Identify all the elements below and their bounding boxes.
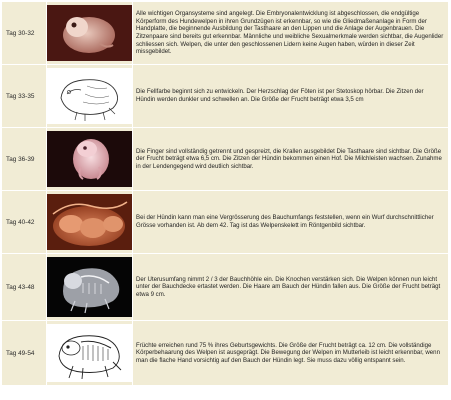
table-row xyxy=(2,128,448,190)
development-table xyxy=(1,1,449,386)
drawing-fetus xyxy=(47,68,132,124)
table-row xyxy=(2,65,448,127)
stage-description: Die Fellfarbe beginnt sich zu entwickeln. Der Herzschlag der Föten ist per Stetoskop hörbar. Die Zitzen der Hündin werden dunkler und schwellen an. Die Größe der Frucht beträgt etwa 3,5 cm xyxy=(133,65,448,127)
drawing-skeleton-cell xyxy=(47,321,132,385)
day-label: Tag 43-48 xyxy=(2,254,46,320)
stage-description: Bei der Hündin kann man eine Vergrösserung des Bauchumfangs feststellen, wenn ein Wurf durchschnittlicher Grösse vorhanden ist. Ab dem 42. Tag ist das Welpenskelett im Röntgenbild sichtbar. xyxy=(133,191,448,253)
photo-fetus xyxy=(47,131,132,187)
day-label: Tag 36-39 xyxy=(2,128,46,190)
stage-description: Alle wichtigen Organsysteme sind angelegt. Die Embryonalentwicklung ist abgeschlossen, die endgültige Körperform des Hundewelpen in ihren Grundzügen ist erkennbar, so wie die Gliedmaßenanlage in Form der Handplatte, die beginnende Ausbildung der Tasthaare an den Lippen und die Anlage der Augenbrauen. Die Zitzenpaare sind bereits gut erkennbar. Männliche und weibliche Sexualmerkmale werden sichtbar, die Augenlider schliessen sich. Welpen, die unter den geschlossenen Lidern keine Augen haben, würden in dieser Zeit missgebildet. xyxy=(133,2,448,64)
day-label: Tag 49-54 xyxy=(2,321,46,385)
photo-embryo-cell xyxy=(47,2,132,64)
photo-uterus xyxy=(47,194,132,250)
table-row xyxy=(2,321,448,385)
stage-description: Der Uterusumfang nimmt 2 / 3 der Bauchhöhle ein. Die Knochen verstärken sich. Die Welpen können nun leicht unter der Bauchdecke ertastet werden. Die Haare am Bauch der Hündin fallen aus. Die Größe der Frucht beträgt etwa 9 cm. xyxy=(133,254,448,320)
table-row xyxy=(2,254,448,320)
photo-embryo xyxy=(47,5,132,61)
drawing-skeleton xyxy=(47,324,132,382)
xray-fetus-cell xyxy=(47,254,132,320)
xray-fetus xyxy=(47,257,132,317)
day-label: Tag 40-42 xyxy=(2,191,46,253)
photo-fetus-cell xyxy=(47,128,132,190)
stage-description: Früchte erreichen rund 75 % ihres Geburtsgewichts. Die Größe der Frucht beträgt ca. 12 cm. Die vollständige Körperbehaarung des Welpen ist ausgeprägt. Die Bewegung der Welpen im Mutterleib ist leicht erkennbar, wenn man die flache Hand vorsichtig auf den Bauch der Hündin legt. Sie muss dazu völlig entspannt sein. xyxy=(133,321,448,385)
table-row xyxy=(2,2,448,64)
photo-uterus-cell xyxy=(47,191,132,253)
stage-description: Die Finger sind vollständig getrennt und gespreizt, die Krallen ausgebildet Die Tasthaare sind sichtbar. Die Größe der Frucht beträgt etwa 6,5 cm. Die Zitzen der Hündin bekommen einen Hof. Die Milchleisten wachsen. Zunahme in der Lendengegend wird deutlich sichtbar. xyxy=(133,128,448,190)
day-label: Tag 30-32 xyxy=(2,2,46,64)
day-label: Tag 33-35 xyxy=(2,65,46,127)
drawing-fetus-cell xyxy=(47,65,132,127)
table-row xyxy=(2,191,448,253)
